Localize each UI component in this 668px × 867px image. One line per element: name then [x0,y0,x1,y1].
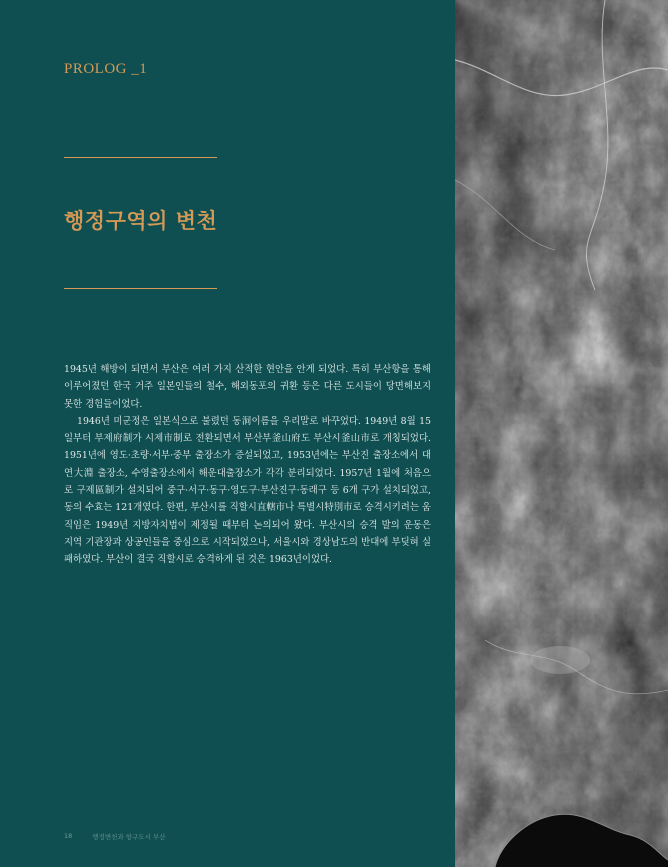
running-title: 행정변천과 항구도시 부산 [92,833,166,841]
page-title: 행정구역의 변천 [64,208,218,233]
divider-top [64,157,217,158]
page-footer [64,832,165,841]
body-text [64,361,431,569]
paragraph-2: 1946년 미군정은 일본식으로 불렸던 동洞이름을 우리말로 바꾸었다. 1949년 8월 15일부터 부제府制가 시제市制로 전환되면서 부산부釜山府도 부산시釜山市로 개칭되었다. 1951년에 영도·초량·서부·중부 출장소가 증설되었고, 1953년에는 부산진 출장소에서 대연大淵 출장소, 수영출장소에서 해운대출장소가 각각 분리되었다. 1957년 1월에 처음으로 구제區制가 설치되어 중구·서구·동구·영도구·부산진구·동래구 등 6개 구가 설치되었고, 동의 수효는 121개였다. 한편, 부산시를 직할시直轄市나 특별시特別市로 승격시키려는 움직임은 1949년 지방자치법이 제정될 때부터 논의되어 왔다. 부산시의 승격 발의 운동은 지역 기관장과 상공인들을 중심으로 시작되었으나, 서울시와 경상남도의 반대에 부딪혀 실패하였다. 부산이 결국 직할시로 승격하게 된 것은 1963년이었다. [64,415,431,566]
page-number: 18 [64,832,73,840]
aerial-photo-image [455,0,668,867]
paragraph-1: 1945년 해방이 되면서 부산은 여러 가지 산적한 현안을 안게 되었다. 특히 부산항을 통해 이루어졌던 한국 거주 일본인들의 철수, 해외동포의 귀환 등은 다른 도시들이 당면해보지 못한 경험들이었다. [64,364,431,410]
section-label: PROLOG _1 [64,61,148,77]
divider-bottom [64,288,217,289]
